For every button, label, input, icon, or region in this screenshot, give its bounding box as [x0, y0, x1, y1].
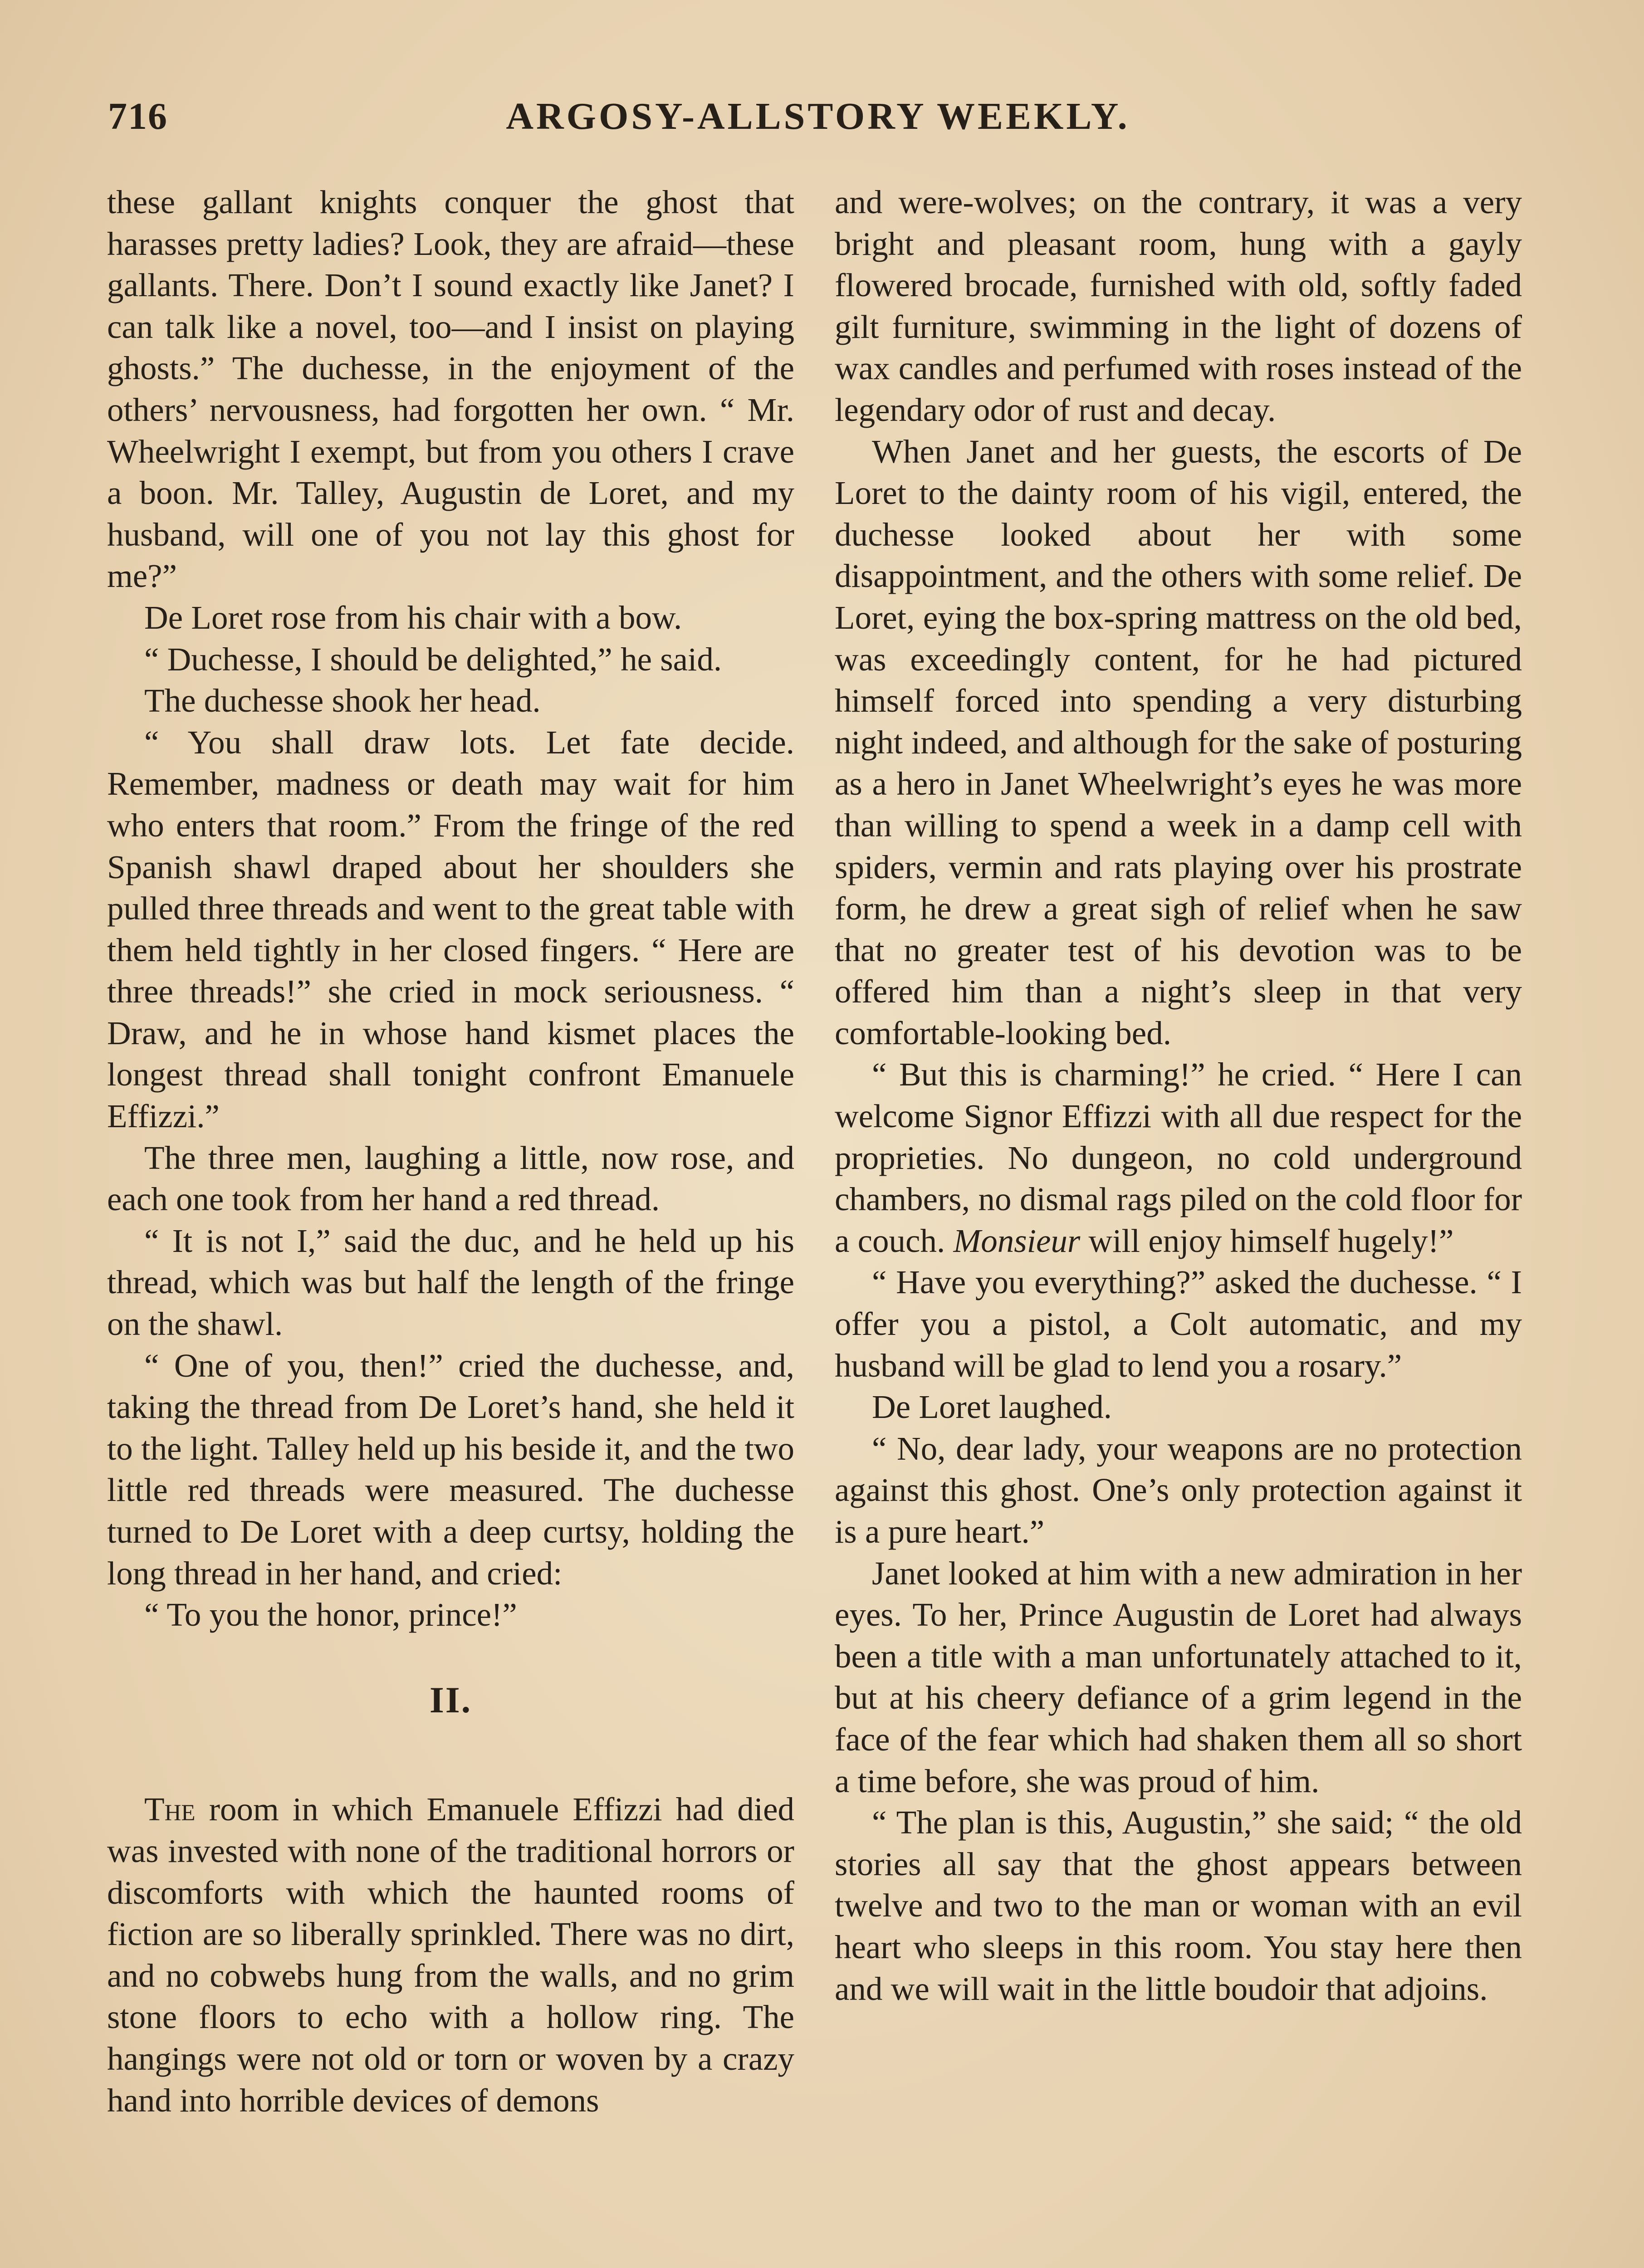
left-column [107, 181, 794, 2121]
page-number: 716 [108, 95, 168, 137]
section-heading: II. [429, 1679, 472, 1721]
paragraph-section-opening [107, 1789, 794, 2121]
paragraph: De Loret rose from his chair with a bow. [144, 599, 682, 636]
opening-word: The [144, 1791, 196, 1828]
paragraph: “ It is not I,” said the duc, and he held up his thread, which was but half the length of the fringe on the shawl. [107, 1222, 794, 1343]
paragraph: these gallant knights conquer the ghost that harasses pretty ladies? Look, they are afraid—these gallants. There. Don’t I sound exactly like Janet? I can talk like a novel, too—and I insist on playing ghosts.” The duchesse, in the enjoyment of the others’ nervousness, had forgotten her own. “ Mr. Wheelwright I exempt, but from you others I crave a boon. Mr. Talley, Augustin de Loret, and my husband, will one of you not lay this ghost for me?” [107, 184, 794, 595]
italic-word: Monsieur [953, 1222, 1081, 1259]
page-header [108, 94, 1528, 144]
paragraph: The three men, laughing a little, now rose, and each one took from her hand a red thread. [107, 1139, 794, 1218]
paragraph: De Loret laughed. [872, 1388, 1112, 1426]
paragraph [835, 1054, 1522, 1261]
paragraph: “ The plan is this, Augustin,” she said; “ the old stories all say that the ghost appears between twelve and two to the man or woman with an evil heart who sleeps in this room. You stay here then and we will wait in the little boudoir that adjoins. [835, 1804, 1522, 2007]
paragraph: and were-wolves; on the contrary, it was a very bright and pleasant room, hung with a gayly flowered brocade, furnished with old, softly faded gilt furniture, swimming in the light of dozens of wax candles and perfumed with roses instead of the legendary odor of rust and decay. [835, 184, 1522, 428]
paragraph: The duchesse shook her head. [144, 682, 541, 719]
paragraph: “ You shall draw lots. Let fate decide. Remember, madness or death may wait for him who enters that room.” From the fringe of the red Spanish shawl draped about her shoulders she pulled three threads and went to the great table with them held tightly in her closed fingers. “ Here are three threads!” she cried in mock seriousness. “ Draw, and he in whose hand kismet places the longest thread shall tonight confront Emanuele Effizzi.” [107, 723, 794, 1135]
paragraph-text: “ But this is charming!” he cried. “ Here I can welcome Signor Effizzi with all due respect for the proprieties. No dungeon, no cold underground chambers, no dismal rags piled on the cold floor for a couch. [835, 1056, 1522, 1259]
right-column [835, 181, 1522, 2009]
paragraph: “ No, dear lady, your weapons are no protection against this ghost. One’s only protection against it is a pure heart.” [835, 1430, 1522, 1550]
paragraph: “ Have you everything?” asked the duchesse. “ I offer you a pistol, a Colt automatic, and my husband will be glad to lend you a rosary.” [835, 1264, 1522, 1384]
paragraph: When Janet and her guests, the escorts of De Loret to the dainty room of his vigil, entered, the duchesse looked about her with some disappointment, and the others with some relief. De Loret, eying the box-spring mattress on the old bed, was exceedingly content, for he had pictured himself forced into spending a very disturbing night indeed, and although for the sake of posturing as a hero in Janet Wheelwright’s eyes he was more than willing to spend a week in a damp cell with spiders, vermin and rats playing over his prostrate form, he drew a great sigh of relief when he saw that no greater test of his devotion was to be offered him than a night’s sleep in that very comfortable-looking bed. [835, 433, 1522, 1051]
paragraph: “ One of you, then!” cried the duchesse, and, taking the thread from De Loret’s hand, she held it to the light. Talley held up his beside it, and the two little red threads were measured. The duchesse turned to De Loret with a deep curtsy, holding the long thread in her hand, and cried: [107, 1347, 794, 1592]
paragraph: Janet looked at him with a new admiration in her eyes. To her, Prince Augustin de Loret had always been a title with a man unfortunately attached to it, but at his cheery defiance of a grim legend in the face of the fear which had shaken them all so short a time before, she was proud of him. [835, 1554, 1522, 1799]
paragraph-text: room in which Emanuele Effizzi had died was invested with none of the traditional horrors or discomforts with which the haunted rooms of fiction are so liberally sprinkled. There was no dirt, and no cobwebs hung from the walls, and no grim stone floors to echo with a hollow ring. The hangings were not old or torn or woven by a crazy hand into horrible devices of demons [107, 1791, 794, 2119]
paragraph: “ Duchesse, I should be delighted,” he said. [144, 640, 722, 678]
paragraph-text: will enjoy himself hugely!” [1080, 1222, 1454, 1259]
paragraph: “ To you the honor, prince!” [144, 1596, 517, 1633]
running-title: ARGOSY-ALLSTORY WEEKLY. [506, 95, 1130, 137]
